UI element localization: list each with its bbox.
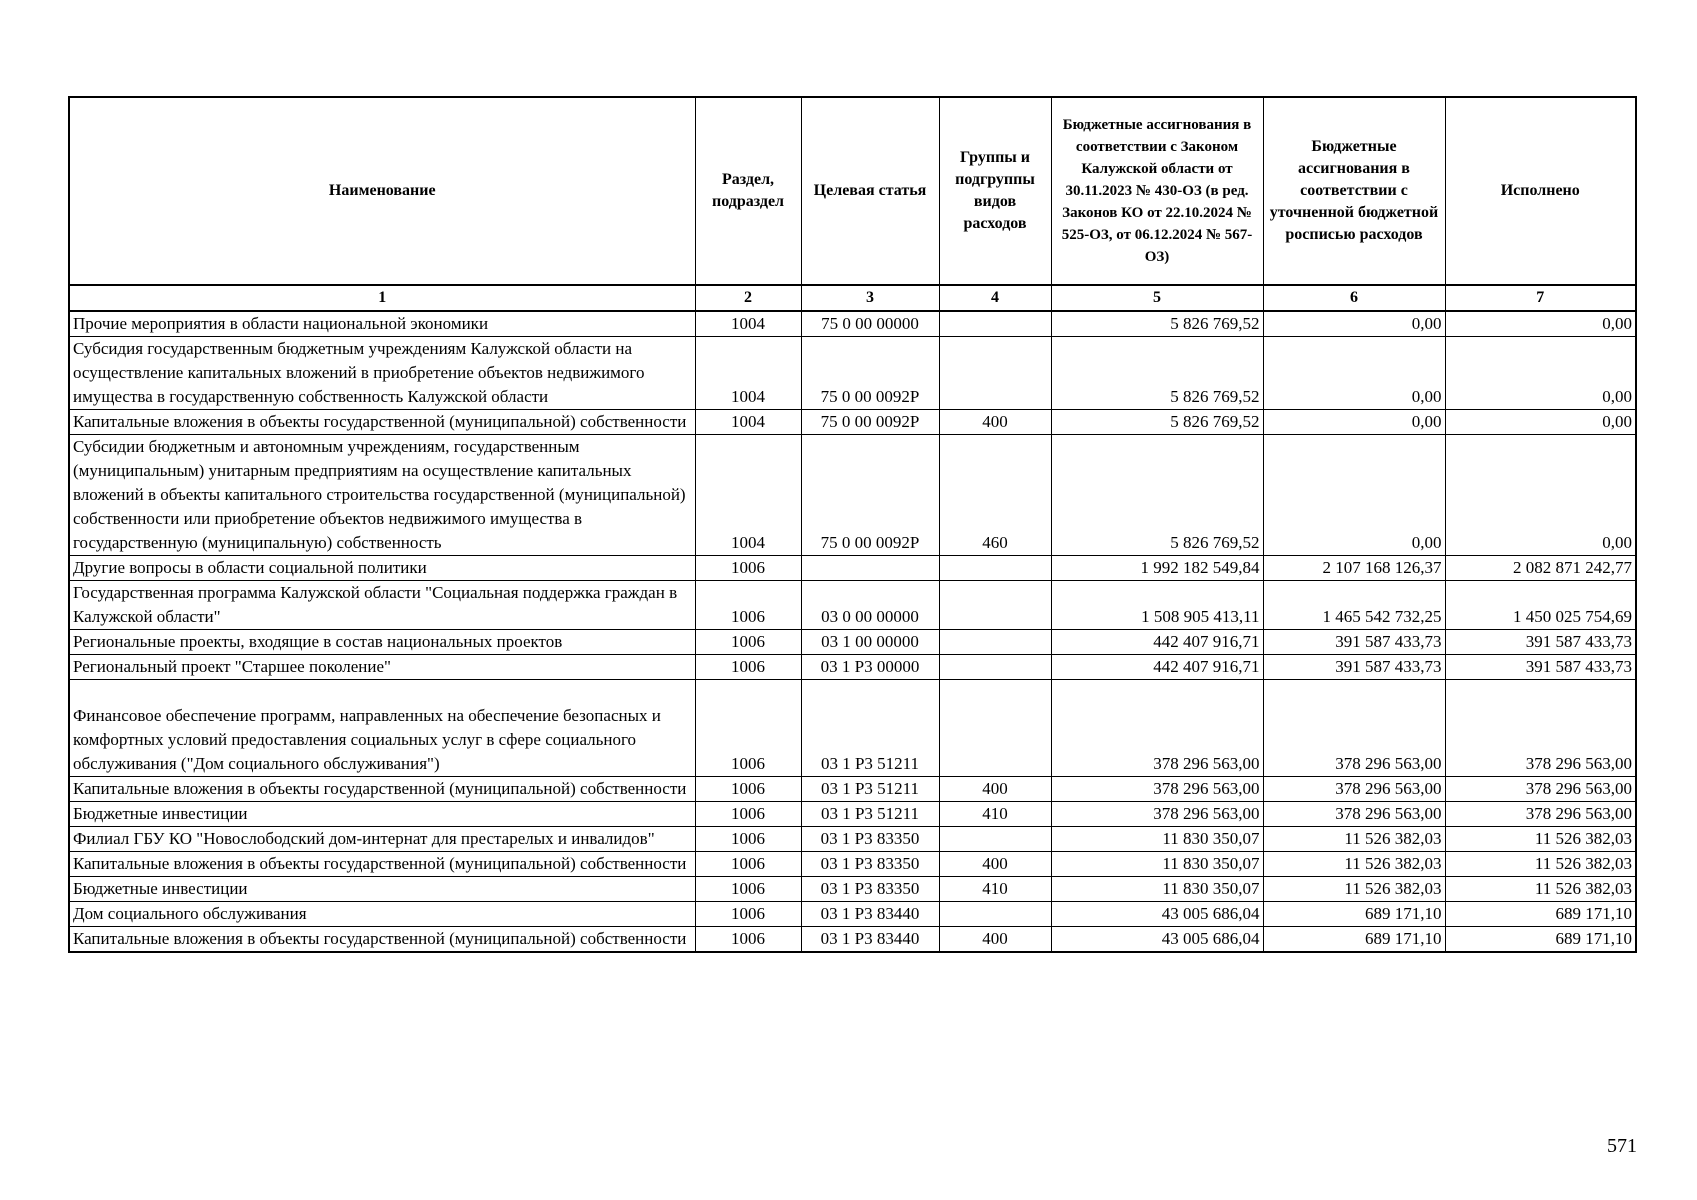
row-law-amount-cell: 11 830 350,07: [1051, 852, 1263, 877]
row-article-cell: 03 1 P3 51211: [801, 802, 939, 827]
row-expense-group-cell: 400: [939, 410, 1051, 435]
row-name-cell: Капитальные вложения в объекты государственной (муниципальной) собственности: [69, 777, 695, 802]
table-row: [69, 311, 1636, 337]
table-row: [69, 777, 1636, 802]
table-row: [69, 902, 1636, 927]
row-section-cell: 1004: [695, 337, 801, 410]
table-row: [69, 410, 1636, 435]
row-article-cell: 75 0 00 0092P: [801, 410, 939, 435]
row-article-cell: 03 1 P3 83350: [801, 877, 939, 902]
row-law-amount-cell: 5 826 769,52: [1051, 435, 1263, 556]
row-executed-amount-cell: 0,00: [1445, 311, 1636, 337]
row-name-cell: Субсидии бюджетным и автономным учреждениям, государственным (муниципальным) унитарным предприятиям на осуществление капитальных вложений в объекты капитального строительства государственной (муниципальной) собственности или приобретение объектов недвижимого имущества в государственную (муниципальную) собственность: [69, 435, 695, 556]
row-name-cell: Региональные проекты, входящие в состав национальных проектов: [69, 630, 695, 655]
row-law-amount-cell: 43 005 686,04: [1051, 902, 1263, 927]
budget-execution-table: [68, 96, 1637, 953]
row-plan-amount-cell: 2 107 168 126,37: [1263, 556, 1445, 581]
row-executed-amount-cell: 391 587 433,73: [1445, 655, 1636, 680]
header-executed: Исполнено: [1445, 97, 1636, 285]
row-article-cell: 03 0 00 00000: [801, 581, 939, 630]
row-executed-amount-cell: 1 450 025 754,69: [1445, 581, 1636, 630]
row-plan-amount-cell: 391 587 433,73: [1263, 630, 1445, 655]
row-plan-amount-cell: 378 296 563,00: [1263, 777, 1445, 802]
column-number: 6: [1263, 285, 1445, 311]
table-row: [69, 337, 1636, 410]
row-law-amount-cell: 11 830 350,07: [1051, 877, 1263, 902]
row-plan-amount-cell: 378 296 563,00: [1263, 680, 1445, 777]
row-name-cell: Капитальные вложения в объекты государственной (муниципальной) собственности: [69, 410, 695, 435]
row-section-cell: 1004: [695, 435, 801, 556]
row-expense-group-cell: [939, 630, 1051, 655]
header-expense-group: Группы и подгруппы видов расходов: [939, 97, 1051, 285]
table-row: [69, 877, 1636, 902]
row-plan-amount-cell: 391 587 433,73: [1263, 655, 1445, 680]
row-expense-group-cell: 410: [939, 877, 1051, 902]
row-name-cell: Бюджетные инвестиции: [69, 802, 695, 827]
row-expense-group-cell: [939, 902, 1051, 927]
row-plan-amount-cell: 11 526 382,03: [1263, 877, 1445, 902]
column-number: 5: [1051, 285, 1263, 311]
row-name-cell: Филиал ГБУ КО "Новослободский дом-интернат для престарелых и инвалидов": [69, 827, 695, 852]
row-executed-amount-cell: 11 526 382,03: [1445, 852, 1636, 877]
row-plan-amount-cell: 0,00: [1263, 337, 1445, 410]
row-section-cell: 1006: [695, 802, 801, 827]
row-law-amount-cell: 378 296 563,00: [1051, 680, 1263, 777]
row-law-amount-cell: 43 005 686,04: [1051, 927, 1263, 953]
row-name-cell: Капитальные вложения в объекты государственной (муниципальной) собственности: [69, 927, 695, 953]
row-law-amount-cell: 378 296 563,00: [1051, 777, 1263, 802]
column-number: 4: [939, 285, 1051, 311]
budget-table-sheet: [68, 96, 1637, 953]
row-executed-amount-cell: 391 587 433,73: [1445, 630, 1636, 655]
row-name-cell: Капитальные вложения в объекты государственной (муниципальной) собственности: [69, 852, 695, 877]
row-law-amount-cell: 378 296 563,00: [1051, 802, 1263, 827]
row-article-cell: 75 0 00 0092P: [801, 435, 939, 556]
row-section-cell: 1006: [695, 777, 801, 802]
row-plan-amount-cell: 378 296 563,00: [1263, 802, 1445, 827]
header-law-allocations: Бюджетные ассигнования в соответствии с Законом Калужской области от 30.11.2023 № 430-ОЗ (в ред. Законов КО от 22.10.2024 № 525-ОЗ, от 06.12.2024 № 567-ОЗ): [1051, 97, 1263, 285]
row-article-cell: 03 1 00 00000: [801, 630, 939, 655]
row-article-cell: 03 1 P3 83440: [801, 927, 939, 953]
table-row: [69, 802, 1636, 827]
header-name: Наименование: [69, 97, 695, 285]
table-row: [69, 655, 1636, 680]
row-name-cell: Региональный проект "Старшее поколение": [69, 655, 695, 680]
row-law-amount-cell: 1 992 182 549,84: [1051, 556, 1263, 581]
row-name-cell: Прочие мероприятия в области национальной экономики: [69, 311, 695, 337]
row-name-cell: [69, 680, 695, 777]
row-executed-amount-cell: 2 082 871 242,77: [1445, 556, 1636, 581]
column-number-row: [69, 285, 1636, 311]
row-expense-group-cell: [939, 311, 1051, 337]
row-section-cell: 1006: [695, 630, 801, 655]
table-row: [69, 680, 1636, 777]
row-law-amount-cell: 442 407 916,71: [1051, 655, 1263, 680]
row-section-cell: 1006: [695, 655, 801, 680]
row-executed-amount-cell: 0,00: [1445, 435, 1636, 556]
column-number: 7: [1445, 285, 1636, 311]
row-executed-amount-cell: 378 296 563,00: [1445, 777, 1636, 802]
table-row: [69, 927, 1636, 953]
table-row: [69, 630, 1636, 655]
row-section-cell: 1006: [695, 827, 801, 852]
column-number: 2: [695, 285, 801, 311]
row-executed-amount-cell: 378 296 563,00: [1445, 680, 1636, 777]
row-executed-amount-cell: 378 296 563,00: [1445, 802, 1636, 827]
row-section-cell: 1006: [695, 581, 801, 630]
row-law-amount-cell: 442 407 916,71: [1051, 630, 1263, 655]
row-law-amount-cell: 11 830 350,07: [1051, 827, 1263, 852]
row-section-cell: 1004: [695, 311, 801, 337]
row-expense-group-cell: [939, 680, 1051, 777]
row-article-cell: 75 0 00 00000: [801, 311, 939, 337]
row-name-text: Финансовое обеспечение программ, направленных на обеспечение безопасных и комфортных условий предоставления социальных услуг в сфере социального обслуживания ("Дом социального обслуживания"): [73, 706, 661, 773]
row-article-cell: 75 0 00 0092P: [801, 337, 939, 410]
row-plan-amount-cell: 11 526 382,03: [1263, 852, 1445, 877]
row-section-cell: 1006: [695, 927, 801, 953]
row-expense-group-cell: 400: [939, 927, 1051, 953]
table-row: [69, 435, 1636, 556]
row-plan-amount-cell: 1 465 542 732,25: [1263, 581, 1445, 630]
row-expense-group-cell: 400: [939, 852, 1051, 877]
row-expense-group-cell: 410: [939, 802, 1051, 827]
row-expense-group-cell: [939, 581, 1051, 630]
row-name-cell: Бюджетные инвестиции: [69, 877, 695, 902]
row-executed-amount-cell: 0,00: [1445, 337, 1636, 410]
row-plan-amount-cell: 0,00: [1263, 410, 1445, 435]
row-executed-amount-cell: 689 171,10: [1445, 902, 1636, 927]
row-article-cell: 03 1 P3 83350: [801, 827, 939, 852]
row-executed-amount-cell: 11 526 382,03: [1445, 827, 1636, 852]
row-article-cell: 03 1 P3 51211: [801, 680, 939, 777]
row-plan-amount-cell: 11 526 382,03: [1263, 827, 1445, 852]
row-article-cell: [801, 556, 939, 581]
row-section-cell: 1006: [695, 902, 801, 927]
row-executed-amount-cell: 11 526 382,03: [1445, 877, 1636, 902]
row-section-cell: 1006: [695, 680, 801, 777]
row-article-cell: 03 1 P3 00000: [801, 655, 939, 680]
row-law-amount-cell: 5 826 769,52: [1051, 337, 1263, 410]
header-section: Раздел, подраздел: [695, 97, 801, 285]
row-law-amount-cell: 5 826 769,52: [1051, 410, 1263, 435]
row-section-cell: 1004: [695, 410, 801, 435]
header-plan-allocations: Бюджетные ассигнования в соответствии с уточненной бюджетной росписью расходов: [1263, 97, 1445, 285]
row-law-amount-cell: 1 508 905 413,11: [1051, 581, 1263, 630]
row-article-cell: 03 1 P3 83350: [801, 852, 939, 877]
row-expense-group-cell: [939, 827, 1051, 852]
row-plan-amount-cell: 689 171,10: [1263, 927, 1445, 953]
column-number: 3: [801, 285, 939, 311]
header-row: [69, 97, 1636, 285]
page-number: 571: [1607, 1135, 1637, 1157]
row-plan-amount-cell: 689 171,10: [1263, 902, 1445, 927]
row-expense-group-cell: [939, 337, 1051, 410]
row-name-cell: Субсидия государственным бюджетным учреждениям Калужской области на осуществление капитальных вложений в приобретение объектов недвижимого имущества в государственную собственность Калужской области: [69, 337, 695, 410]
table-row: [69, 556, 1636, 581]
table-body: [69, 311, 1636, 952]
row-expense-group-cell: 400: [939, 777, 1051, 802]
row-section-cell: 1006: [695, 556, 801, 581]
row-law-amount-cell: 5 826 769,52: [1051, 311, 1263, 337]
row-name-cell: Дом социального обслуживания: [69, 902, 695, 927]
row-name-cell: Другие вопросы в области социальной политики: [69, 556, 695, 581]
row-plan-amount-cell: 0,00: [1263, 435, 1445, 556]
row-executed-amount-cell: 0,00: [1445, 410, 1636, 435]
row-executed-amount-cell: 689 171,10: [1445, 927, 1636, 953]
header-article: Целевая статья: [801, 97, 939, 285]
table-row: [69, 581, 1636, 630]
row-expense-group-cell: [939, 655, 1051, 680]
row-article-cell: 03 1 P3 83440: [801, 902, 939, 927]
row-plan-amount-cell: 0,00: [1263, 311, 1445, 337]
row-section-cell: 1006: [695, 877, 801, 902]
table-row: [69, 827, 1636, 852]
column-number: 1: [69, 285, 695, 311]
row-article-cell: 03 1 P3 51211: [801, 777, 939, 802]
table-row: [69, 852, 1636, 877]
row-name-cell: Государственная программа Калужской области "Социальная поддержка граждан в Калужской области": [69, 581, 695, 630]
row-section-cell: 1006: [695, 852, 801, 877]
row-expense-group-cell: 460: [939, 435, 1051, 556]
row-expense-group-cell: [939, 556, 1051, 581]
